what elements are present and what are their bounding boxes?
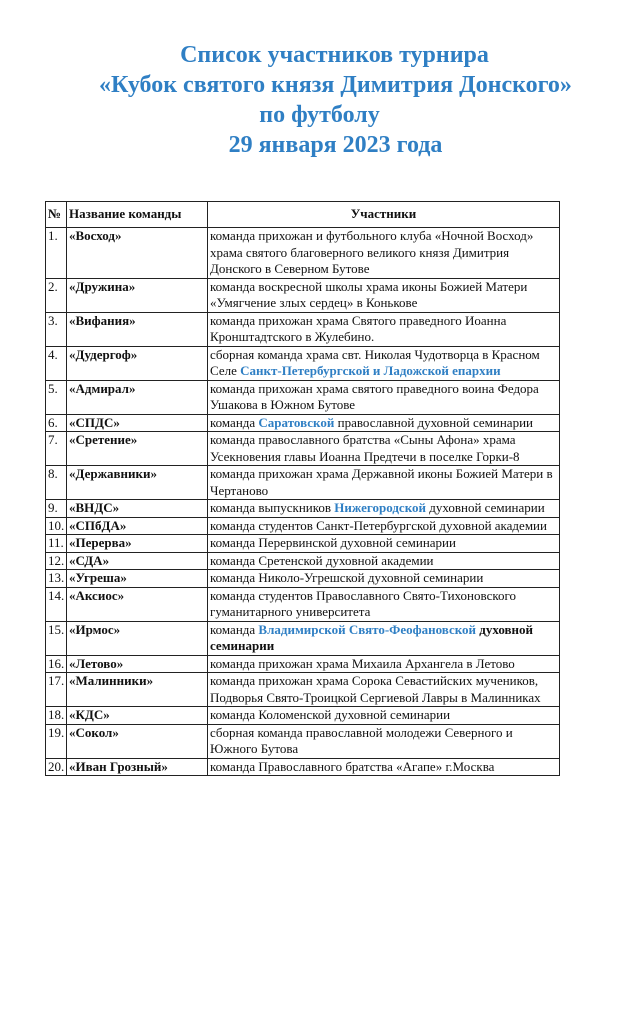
team-name: «Сокол» — [67, 724, 208, 758]
row-number: 6. — [46, 414, 67, 432]
table-row — [46, 724, 560, 758]
highlighted-text: Нижегородской — [334, 500, 426, 515]
team-name: «Перерва» — [67, 535, 208, 553]
row-number: 2. — [46, 278, 67, 312]
row-number: 16. — [46, 655, 67, 673]
team-name: «Сретение» — [67, 432, 208, 466]
team-participants — [208, 414, 560, 432]
participants-text: команда Николо-Угрешской духовной семинарии — [210, 570, 484, 585]
team-participants — [208, 758, 560, 776]
team-participants — [208, 655, 560, 673]
participants-table — [45, 201, 560, 776]
row-number: 8. — [46, 466, 67, 500]
page-title — [0, 40, 627, 160]
participants-text: команда прихожан храма Сорока Севастийских мучеников, Подворья Свято-Троицкой Сергиевой Лавры в Малинниках — [210, 673, 541, 705]
participants-text: команда — [210, 621, 259, 637]
table-row — [46, 228, 560, 279]
table-row — [46, 432, 560, 466]
table-row — [46, 552, 560, 570]
table-row — [46, 500, 560, 518]
title-line: «Кубок святого князя Димитрия Донского» — [99, 72, 572, 98]
table-header-row — [46, 202, 560, 228]
participants-text: православной духовной семинарии — [334, 414, 533, 430]
participants-text: команда Православного братства «Агапе» г.Москва — [210, 758, 495, 774]
participants-text: команда выпускников — [210, 500, 335, 515]
team-participants — [208, 535, 560, 553]
participants-text: команда — [210, 414, 259, 430]
row-number: 11. — [46, 535, 67, 553]
table-row — [46, 517, 560, 535]
team-name: «СПДС» — [67, 414, 208, 432]
row-number: 1. — [46, 228, 67, 279]
team-participants — [208, 228, 560, 279]
team-name: «Иван Грозный» — [67, 758, 208, 776]
table-row — [46, 380, 560, 414]
team-name: «ВНДС» — [67, 500, 208, 518]
team-name: «Угреша» — [67, 570, 208, 588]
table-row — [46, 707, 560, 725]
team-participants — [208, 621, 560, 655]
team-participants — [208, 432, 560, 466]
title-line: 29 января 2023 года — [228, 132, 443, 158]
team-name: «Восход» — [67, 228, 208, 279]
participants-text: команда Перервинской духовной семинарии — [210, 535, 456, 550]
participants-text: духовной семинарии — [210, 621, 534, 653]
team-name: «Дудергоф» — [67, 346, 208, 380]
row-number: 10. — [46, 517, 67, 535]
team-participants — [208, 380, 560, 414]
participants-text: команда студентов Православного Свято-Тихоновского гуманитарного университета — [210, 587, 517, 619]
team-participants — [208, 278, 560, 312]
highlighted-text: Санкт-Петербургской и Ладожской епархии — [240, 363, 501, 378]
row-number: 19. — [46, 724, 67, 758]
row-number: 13. — [46, 570, 67, 588]
participants-text: команда прихожан храма Святого праведного Иоанна Кронштадтского в Жулебино. — [210, 312, 507, 344]
team-participants — [208, 500, 560, 518]
participants-text: команда студентов Санкт-Петербургской духовной академии — [210, 517, 547, 533]
team-participants — [208, 312, 560, 346]
team-participants — [208, 570, 560, 588]
team-name: «Ирмос» — [67, 621, 208, 655]
column-header-team: Название команды — [67, 202, 208, 228]
row-number: 9. — [46, 500, 67, 518]
team-name: «Адмирал» — [67, 380, 208, 414]
column-header-participants: Участники — [208, 202, 560, 228]
team-name: «Аксиос» — [67, 587, 208, 621]
table-row — [46, 655, 560, 673]
highlighted-text: Владимирской Свято-Феофановской — [258, 621, 477, 637]
title-line: по футболу — [259, 102, 380, 128]
participants-text: команда воскресной школы храма иконы Божией Матери «Умягчение злых сердец» в Конькове — [210, 278, 528, 310]
participants-text: команда прихожан храма святого праведного воина Федора Ушакова в Южном Бутове — [210, 380, 539, 412]
table-row — [46, 621, 560, 655]
team-participants — [208, 587, 560, 621]
table-row — [46, 312, 560, 346]
team-participants — [208, 346, 560, 380]
row-number: 15. — [46, 621, 67, 655]
participants-text: команда прихожан храма Державной иконы Божией Матери в Чертаново — [210, 466, 553, 498]
row-number: 7. — [46, 432, 67, 466]
table-row — [46, 535, 560, 553]
title-line: Список участников турнира — [180, 42, 489, 68]
row-number: 20. — [46, 758, 67, 776]
table-row — [46, 673, 560, 707]
row-number: 14. — [46, 587, 67, 621]
row-number: 5. — [46, 380, 67, 414]
participants-text: команда Коломенской духовной семинарии — [210, 707, 451, 722]
row-number: 3. — [46, 312, 67, 346]
team-name: «Летово» — [67, 655, 208, 673]
team-name: «Малинники» — [67, 673, 208, 707]
table-row — [46, 758, 560, 776]
table-row — [46, 346, 560, 380]
team-name: «Вифания» — [67, 312, 208, 346]
participants-text: сборная команда православной молодежи Северного и Южного Бутова — [210, 724, 513, 756]
participants-text: сборная команда храма свт. Николая Чудотворца в Красном Селе — [210, 346, 540, 378]
table-row — [46, 570, 560, 588]
highlighted-text: Саратовской — [258, 414, 335, 430]
table-row — [46, 466, 560, 500]
row-number: 18. — [46, 707, 67, 725]
participants-text: духовной семинарии — [426, 500, 545, 515]
participants-text: команда прихожан храма Михаила Архангела в Летово — [210, 655, 515, 671]
team-name: «СПбДА» — [67, 517, 208, 535]
table-row — [46, 587, 560, 621]
team-participants — [208, 552, 560, 570]
team-participants — [208, 724, 560, 758]
team-name: «Дружина» — [67, 278, 208, 312]
row-number: 12. — [46, 552, 67, 570]
column-header-number: № — [46, 202, 67, 228]
participants-text: команда православного братства «Сыны Афона» храма Усекновения главы Иоанна Предтечи в поселке Горки-8 — [210, 432, 520, 464]
table-row — [46, 278, 560, 312]
participants-text: команда прихожан и футбольного клуба «Ночной Восход» храма святого благоверного великого князя Димитрия Донского в Северном Бутове — [210, 228, 534, 276]
team-name: «Державники» — [67, 466, 208, 500]
participants-text: команда Сретенской духовной академии — [210, 552, 434, 568]
team-participants — [208, 466, 560, 500]
team-participants — [208, 707, 560, 725]
row-number: 17. — [46, 673, 67, 707]
team-name: «СДА» — [67, 552, 208, 570]
team-participants — [208, 673, 560, 707]
team-name: «КДС» — [67, 707, 208, 725]
team-participants — [208, 517, 560, 535]
row-number: 4. — [46, 346, 67, 380]
table-row — [46, 414, 560, 432]
